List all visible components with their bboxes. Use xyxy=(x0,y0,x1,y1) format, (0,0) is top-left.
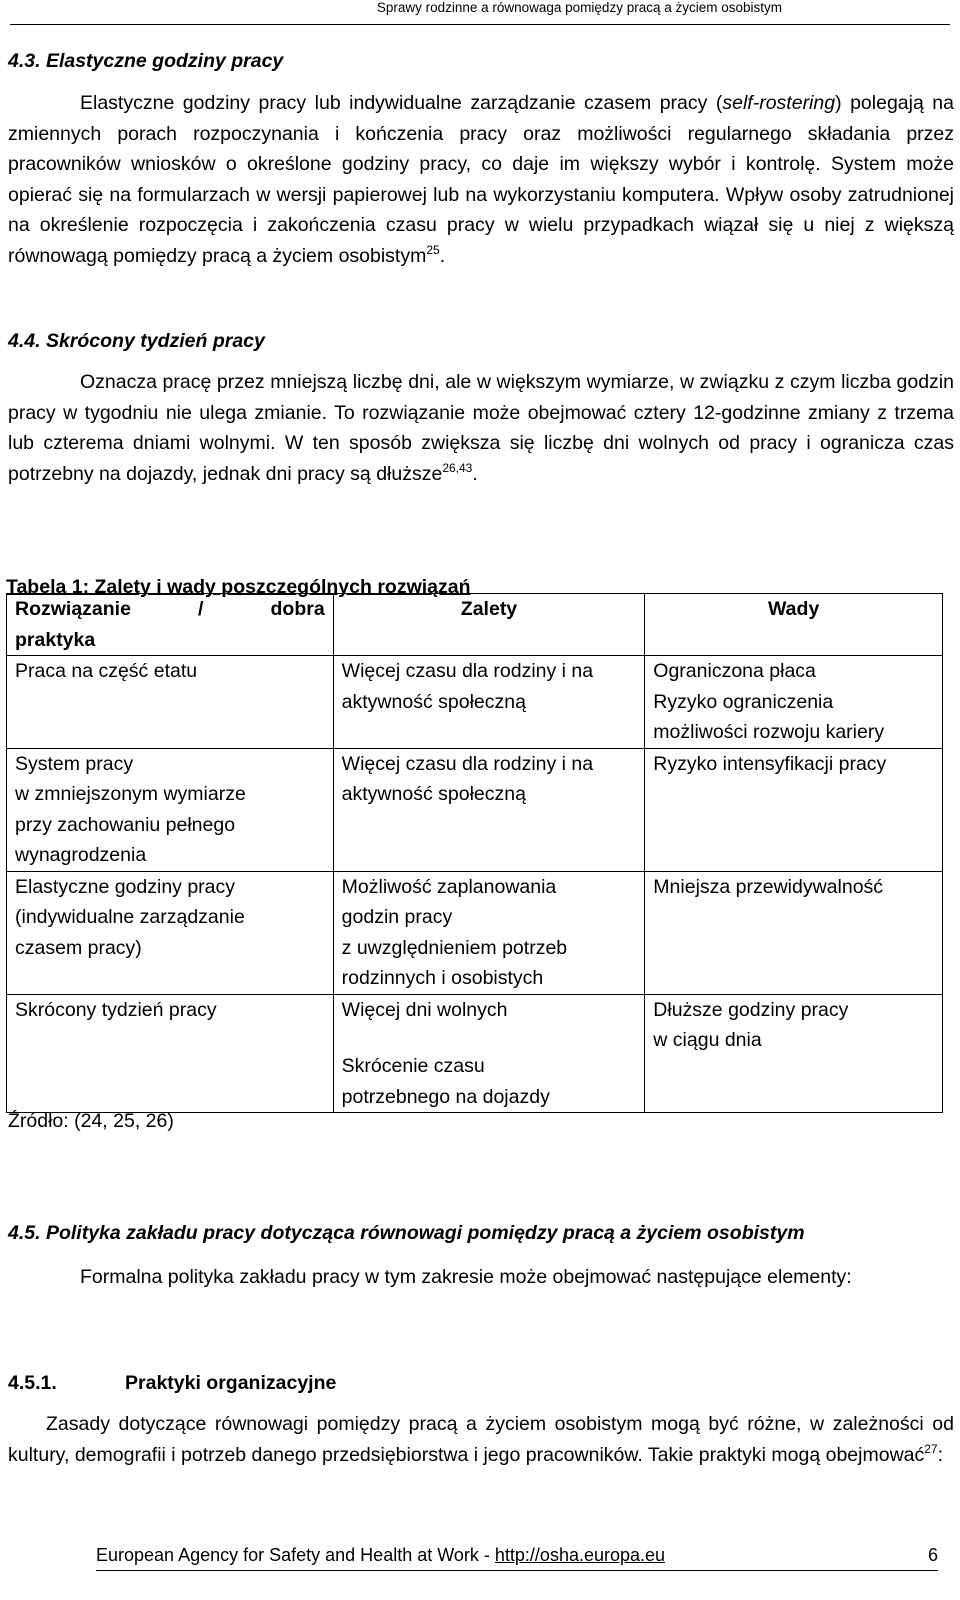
section-heading-4-3: 4.3. Elastyczne godziny pracy xyxy=(8,50,284,72)
cell-cons xyxy=(645,748,943,871)
running-title: Sprawy rodzinne a równowaga pomiędzy pracą a życiem osobistym xyxy=(376,0,782,15)
line: przy zachowaniu pełnego xyxy=(15,813,236,836)
line: w ciągu dnia xyxy=(653,1029,762,1051)
paragraph-4-3 xyxy=(8,88,954,271)
line: System pracy xyxy=(15,752,134,775)
subsection-title: Praktyki organizacyjne xyxy=(125,1372,337,1394)
line: Dłuższe godziny pracy xyxy=(653,998,849,1021)
table-row xyxy=(7,748,943,871)
cell-pros xyxy=(333,748,645,871)
table-row xyxy=(7,656,943,749)
cell-solution xyxy=(7,656,334,749)
header-word: dobra xyxy=(270,598,325,620)
line: godzin pracy xyxy=(341,906,453,928)
text: : xyxy=(937,1443,944,1466)
footnote-ref: 25 xyxy=(426,242,440,257)
header-word: praktyka xyxy=(15,628,96,651)
table-header-row xyxy=(7,594,943,656)
page-footer xyxy=(96,1545,938,1571)
header-word: / xyxy=(198,598,204,620)
footnote-ref: 27 xyxy=(924,1441,938,1456)
cell-pros xyxy=(333,656,645,749)
footer-link[interactable]: http://osha.europa.eu xyxy=(494,1545,666,1565)
line: Skrócenie czasu xyxy=(341,1055,485,1077)
line: Elastyczne godziny pracy xyxy=(15,875,236,898)
text: ) polegają na zmiennych porach rozpoczynania i kończenia pracy oraz możliwości regularnego składania przez pracowników wniosków o określone godziny pracy, co daje im większy wybór i kontrolę. System może opierać się na formularzach w wersji papierowej lub na wykorzystaniu komputera. Wpływ osoby zatrudnionej na określenie rozpoczęcia i zakończenia czasu pracy w wielu przypadkach wiązał się u niej z większą równowagą pomiędzy pracą a życiem osobistym xyxy=(8,92,954,267)
paragraph-4-4 xyxy=(8,367,954,489)
paragraph-4-5 xyxy=(8,1262,954,1293)
line: możliwości rozwoju kariery xyxy=(653,721,885,743)
line: w zmniejszonym wymiarze xyxy=(15,783,246,805)
cell-solution xyxy=(7,994,334,1113)
cell-cons xyxy=(645,994,943,1113)
line: aktywność społeczną xyxy=(341,690,526,713)
subsection-number: 4.5.1. xyxy=(8,1372,57,1394)
line: wynagrodzenia xyxy=(15,844,147,866)
line: Więcej czasu dla rodziny i na xyxy=(341,660,594,682)
footer-agency: European Agency for Safety and Health at Work - xyxy=(96,1545,495,1565)
text: Oznacza pracę przez mniejszą liczbę dni, ale w większym wymiarze, w związku z czym liczba godzin pracy w tygodniu nie ulega zmianie. To rozwiązanie może obejmować cztery 12-godzinne zmiany z trzema lub czterema dniami wolnymi. W ten sposób zwiększa się liczbę dni wolnych od pracy i ogranicza czas potrzebny na dojazdy, jednak dni pracy są dłuższe xyxy=(8,371,954,485)
header-pros: Zalety xyxy=(333,594,645,656)
table-row xyxy=(7,994,943,1113)
line: Możliwość zaplanowania xyxy=(341,875,557,898)
line: Mniejsza przewidywalność xyxy=(653,875,884,898)
cell-cons xyxy=(645,656,943,749)
paragraph-4-5-1 xyxy=(8,1409,954,1470)
line: rodzinnych i osobistych xyxy=(341,967,544,989)
header-cons: Wady xyxy=(645,594,943,656)
line: Ograniczona płaca xyxy=(653,660,816,682)
cell-solution xyxy=(7,871,334,994)
line: aktywność społeczną xyxy=(341,783,526,805)
line: Ryzyko ograniczenia xyxy=(653,690,834,713)
text: . xyxy=(439,244,446,267)
running-header xyxy=(10,0,950,25)
line: Więcej czasu dla rodziny i na xyxy=(341,752,594,775)
line: Skrócony tydzień pracy xyxy=(15,998,217,1021)
header-solution xyxy=(7,594,334,656)
italic-term: self-rostering xyxy=(722,92,836,114)
header-word: Rozwiązanie xyxy=(15,598,131,620)
table-row xyxy=(7,871,943,994)
line: potrzebnego na dojazdy xyxy=(341,1085,550,1108)
section-heading-4-5: 4.5. Polityka zakładu pracy dotycząca równowagi pomiędzy pracą a życiem osobistym xyxy=(8,1222,805,1244)
page-number: 6 xyxy=(927,1545,938,1565)
table-caption: Tabela 1: Zalety i wady poszczególnych rozwiązań xyxy=(6,576,471,598)
subsection-heading-4-5-1 xyxy=(8,1372,336,1395)
line: z uwzględnieniem potrzeb xyxy=(341,936,568,959)
line: czasem pracy) xyxy=(15,936,142,959)
cell-cons xyxy=(645,871,943,994)
line: Więcej dni wolnych xyxy=(341,998,508,1021)
line: (indywidualne zarządzanie xyxy=(15,906,245,928)
cell-pros xyxy=(333,871,645,994)
text: . xyxy=(472,462,478,485)
footnote-ref: 26,43 xyxy=(442,460,473,475)
cell-pros xyxy=(333,994,645,1113)
pros-cons-table xyxy=(6,593,943,1113)
table-source: Źródło: (24, 25, 26) xyxy=(8,1110,174,1132)
line: Ryzyko intensyfikacji pracy xyxy=(653,752,887,775)
line: Praca na część etatu xyxy=(15,660,198,682)
cell-solution xyxy=(7,748,334,871)
text: Zasady dotyczące równowagi pomiędzy pracą a życiem osobistym mogą być różne, w zależności od kultury, demografii i potrzeb danego przedsiębiorstwa i jego pracowników. Takie praktyki mogą obejmować xyxy=(8,1413,954,1466)
section-heading-4-4: 4.4. Skrócony tydzień pracy xyxy=(8,330,265,352)
text: Elastyczne godziny pracy lub indywidualne zarządzanie czasem pracy ( xyxy=(80,92,723,114)
text: Formalna polityka zakładu pracy w tym zakresie może obejmować następujące elementy: xyxy=(80,1266,852,1288)
